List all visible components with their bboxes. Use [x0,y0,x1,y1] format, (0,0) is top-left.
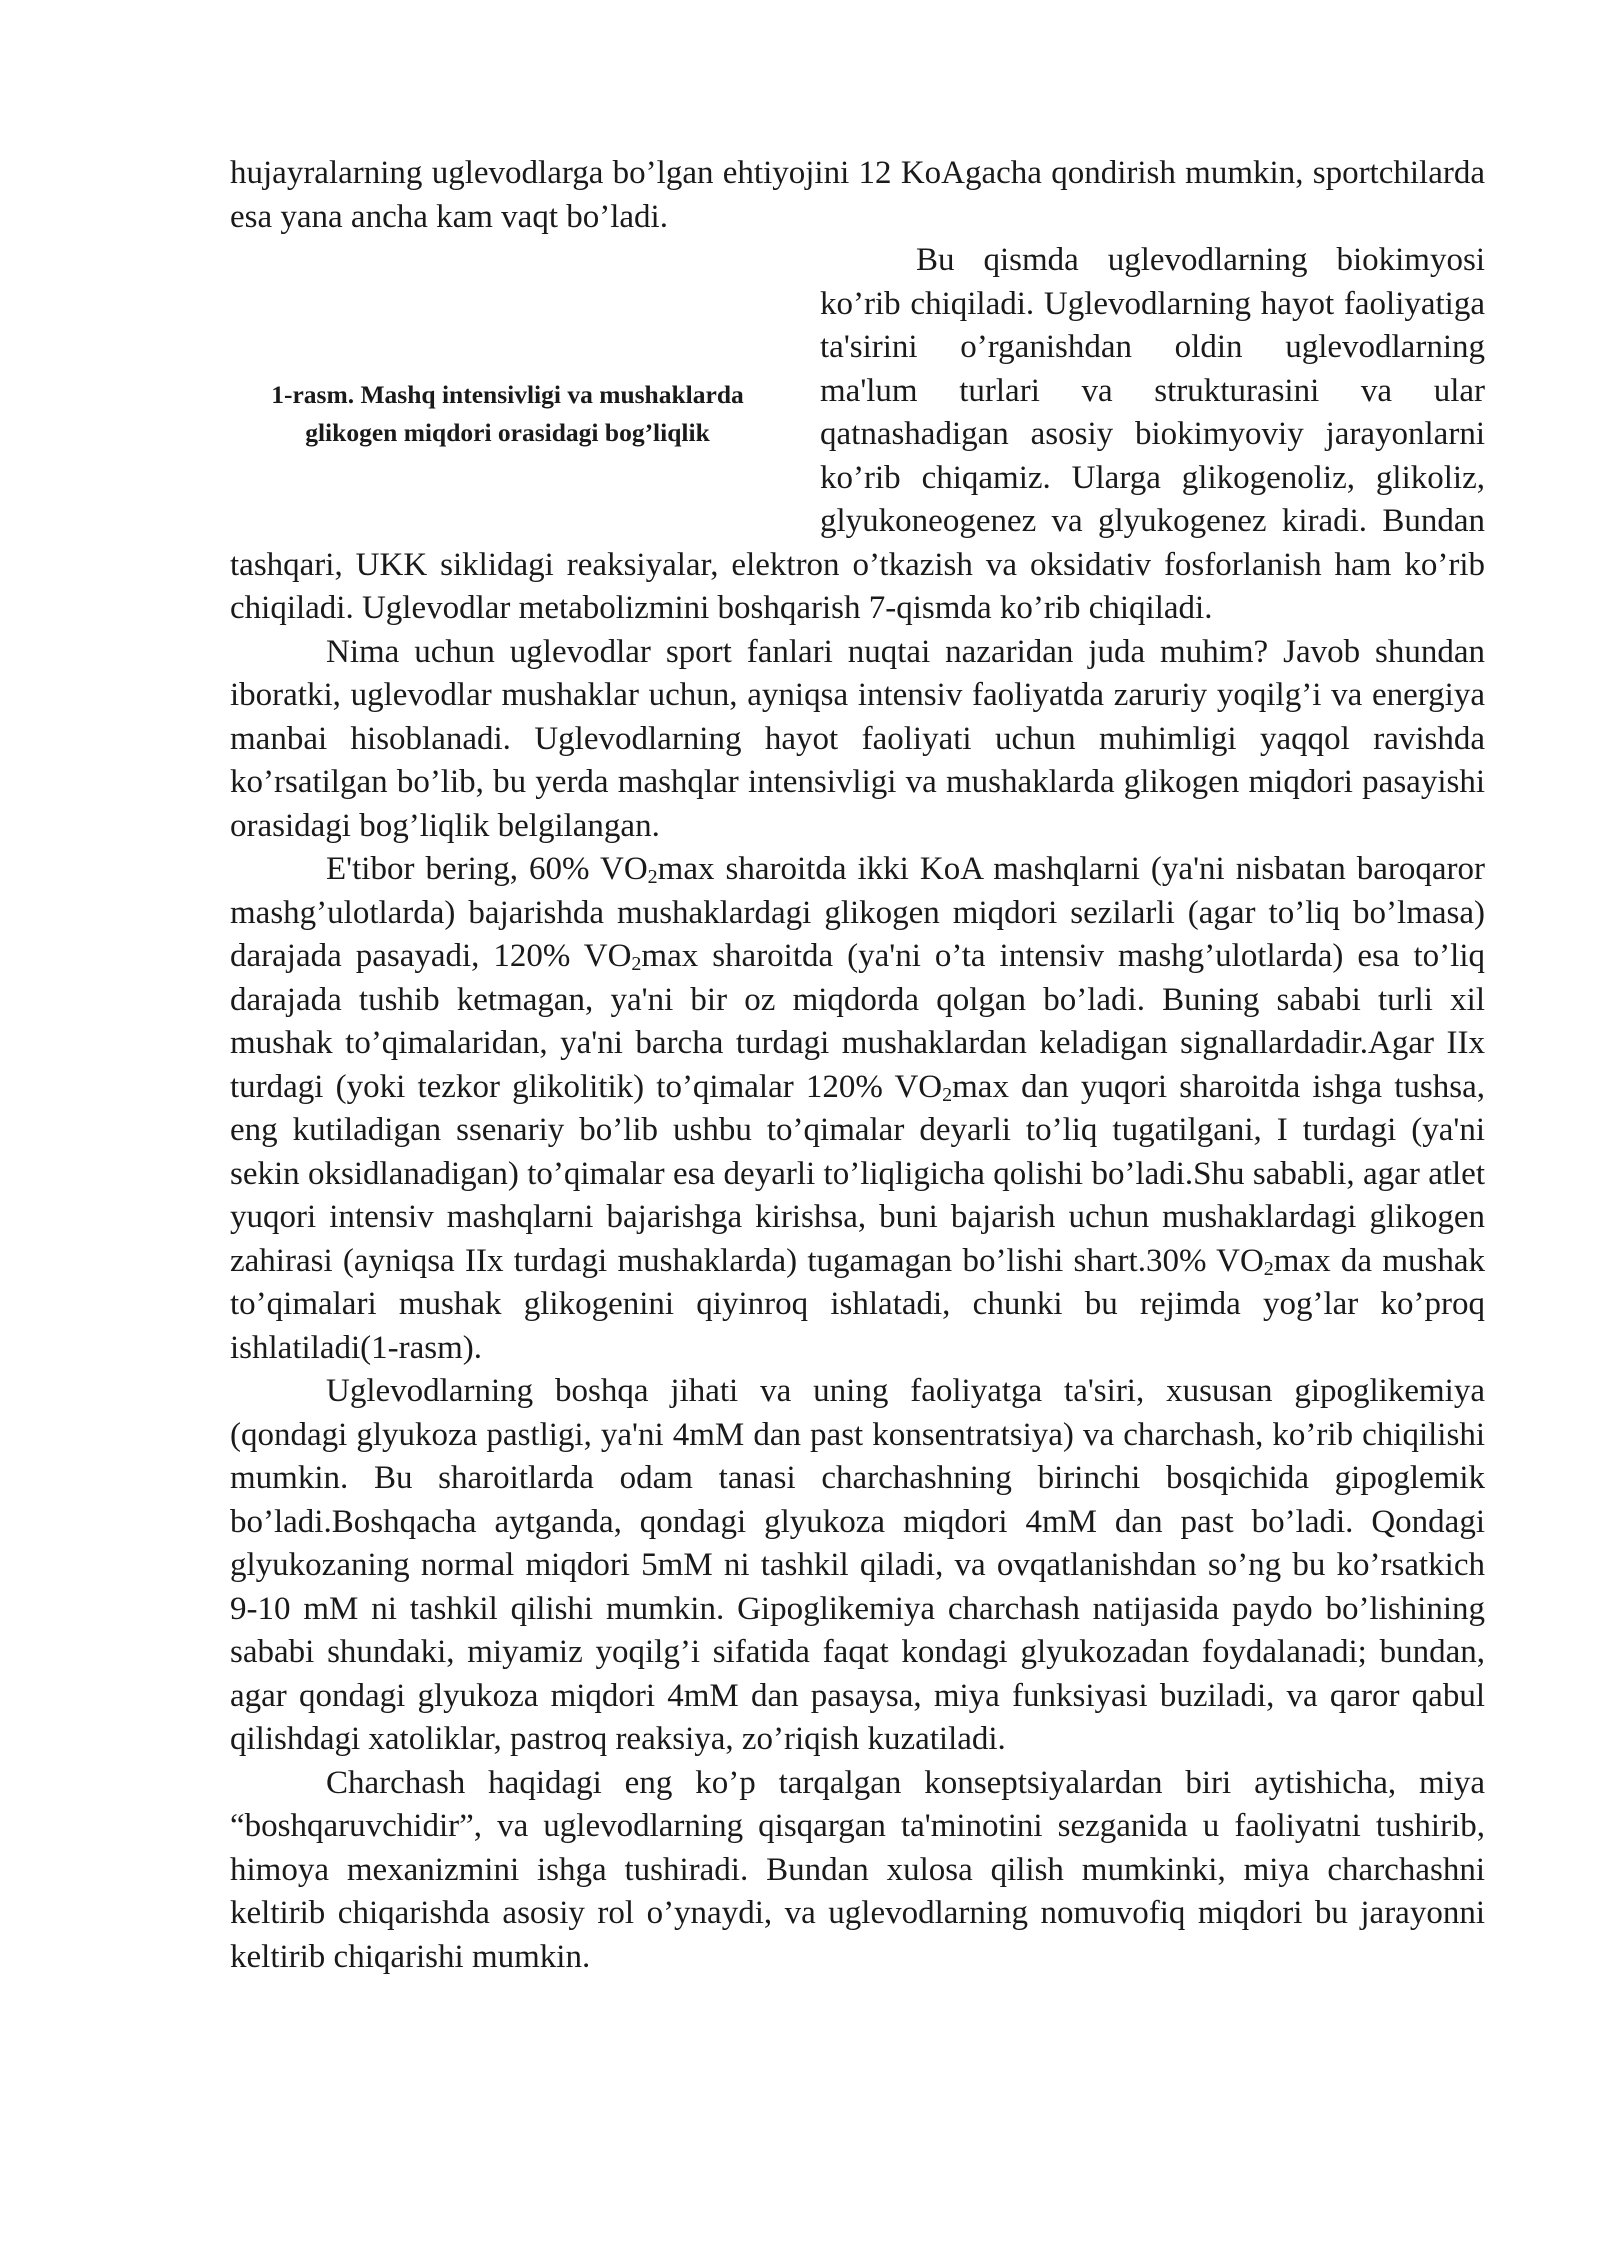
subscript: 2 [647,866,658,888]
text-span: max sharoitda ikki KoA mashqlarni (ya'ni nisbatan baroqaror mashg’ulotlarda) bajarishda mushaklardagi glikogen miqdori sezilarli (agar to’liq bo’lmasa) darajada pasayadi, 120% VO [230,851,1485,974]
figure-1 [225,239,790,539]
text-span: max da mushak to’qimalari mushak glikogenini qiyinroq ishlatadi, chunki bu rejimda yog’lar ko’proq ishlatiladi(1-rasm). [230,1242,1485,1366]
text-span: E'tibor bering, 60% VO [326,851,648,887]
paragraph-intro: Bu qismda uglevodlarning biokimyosi ko’rib chiqiladi. Uglevodlarning hayot faoliyatiga ta'sirini o’rganishdan oldin uglevodlarning ma'lum turlari va strukturasini va ular qatnashadigan asosiy biokimyoviy jarayonlarni ko’rib chiqamiz. Ularga glikogenoliz, glikoliz, glyukoneogenez va glyukogenez kiradi. Bundan tashqari, UKK siklidagi reaksiyalar, elektron o’tkazish va oksidativ fosforlanish ham ko’rib chiqiladi. Uglevodlar metabolizmini boshqarish 7-qismda ko’rib chiqiladi. [230,242,1485,626]
paragraph-hypoglycemia: Uglevodlarning boshqa jihati va uning faoliyatga ta'siri, xususan gipoglikemiya (qondagi glyukoza pastligi, ya'ni 4mM dan past konsentratsiya) va charchash, ko’rib chiqilishi mumkin. Bu sharoitlarda odam tanasi charchashning birinchi bosqichida gipoglemik bo’ladi.Boshqacha aytganda, qondagi glyukoza miqdori 4mM dan past bo’ladi. Qondagi glyukozaning normal miqdori 5mM ni tashkil qiladi, va ovqatlanishdan so’ng bu ko’rsatkich 9-10 mM ni tashkil qilishi mumkin. Gipoglikemiya charchash natijasida paydo bo’lishining sababi shundaki, miyamiz yoqilg’i sifatida faqat kondagi glyukozadan foydalanadi; bundan, agar qondagi glyukoza miqdori 4mM dan pasaysa, miya funksiyasi buziladi, va qaror qabul qilishdagi xatoliklar, pastroq reaksiya, zo’riqish kuzatiladi. [230,1373,1485,1757]
paragraph-importance: Nima uchun uglevodlar sport fanlari nuqtai nazaridan juda muhim? Javob shundan iboratki, uglevodlar mushaklar uchun, ayniqsa intensiv faoliyatda zaruriy yoqilg’i va energiya manbai hisoblanadi. Uglevodlarning hayot faoliyati uchun muhimligi yaqqol ravishda ko’rsatilgan bo’lib, bu yerda mashqlar intensivligi va mushaklarda glikogen miqdori pasayishi orasidagi bog’liqlik belgilangan. [230,633,1485,844]
figure-caption: 1-rasm. Mashq intensivligi va mushaklarda glikogen miqdori orasidagi bog’liqlik [271,380,744,447]
paragraph-fatigue: Charchash haqidagi eng ko’p tarqalgan konseptsiyalardan biri aytishicha, miya “boshqaruvchidir”, va uglevodlarning qisqargan ta'minotini sezganida u faoliyatni tushirib, himoya mexanizmini ishga tushiradi. Bundan xulosa qilish mumkinki, miya charchashni keltirib chiqarishda asosiy rol o’ynaydi, va uglevodlarning nomuvofiq miqdori bu jarayonni keltirib chiqarishi mumkin. [230,1764,1485,1975]
subscript: 2 [631,953,642,975]
paragraph-vo2max [230,848,1485,1370]
text-span: max dan yuqori sharoitda ishga tushsa, eng kutiladigan ssenariy bo’lib ushbu to’qimalar deyarli to’liq tugatilgani, I turdagi (ya'ni sekin oksidlanadigan) to’qimalar esa deyarli to’liqligicha qolishi bo’ladi.Shu sababli, agar atlet yuqori intensiv mashqlarni bajarishga kirishsa, buni bajarish uchun mushaklardagi glikogen zahirasi (ayniqsa IIx turdagi mushaklarda) tugamagan bo’lishi shart.30% VO [230,1068,1485,1279]
paragraph-continuation: hujayralarning uglevodlarga bo’lgan ehtiyojini 12 KoAgacha qondirish mumkin, sportchilarda esa yana ancha kam vaqt bo’ladi. [230,155,1485,235]
subscript: 2 [1263,1257,1274,1280]
subscript: 2 [942,1083,953,1106]
text-span: max sharoitda (ya'ni o’ta intensiv mashg’ulotlarda) esa to’liq darajada tushib ketmagan, ya'ni bir oz miqdorda qolgan bo’ladi. Buning sababi turli xil mushak to’qimalaridan, ya'ni barcha turdagi mushaklardan keladigan signallardadir.Agar IIx turdagi (yoki tezkor glikolitik) to’qimalar 120% VO [230,938,1485,1105]
document-page [230,152,1485,1979]
